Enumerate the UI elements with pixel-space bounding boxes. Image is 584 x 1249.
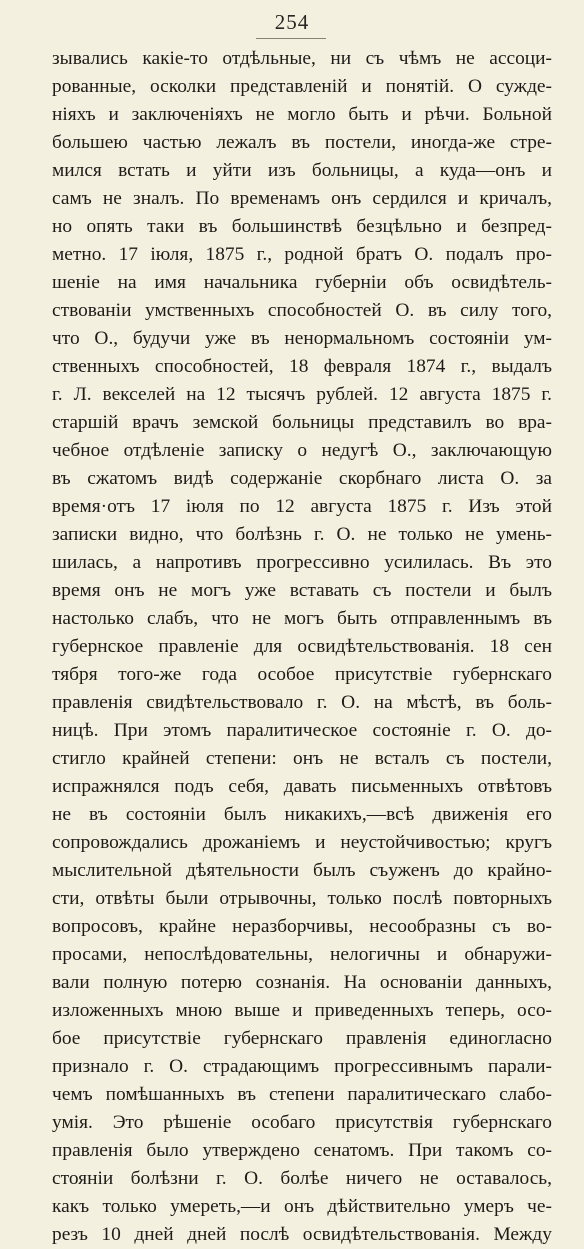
text-line: зывались какіе-то отдѣльные, ни съ чѣмъ не ассоци- <box>52 48 552 69</box>
text-line: ницѣ. При этомъ паралитическое состояніе г. О. до- <box>52 720 552 741</box>
text-line: время·отъ 17 іюля по 12 августа 1875 г. Изъ этой <box>52 496 552 517</box>
text-line: чебное отдѣленіе записку о недугѣ О., заключающую <box>52 440 552 461</box>
text-line: не въ состояніи былъ никакихъ,—всѣ движенія его <box>52 804 552 825</box>
text-line: мыслительной дѣятельности былъ съуженъ до крайно- <box>52 860 552 881</box>
text-line: бое присутствіе губернскаго правленія единогласно <box>52 1028 552 1049</box>
text-line: шеніе на имя начальника губерніи объ освидѣтель- <box>52 272 552 293</box>
text-line: шилась, а напротивъ прогрессивно усилилась. Въ это <box>52 552 552 573</box>
text-line: что О., будучи уже въ ненормальномъ состояніи ум- <box>52 328 552 349</box>
text-line: ніяхъ и заключеніяхъ не могло быть и рѣчи. Больной <box>52 104 552 125</box>
text-line: какъ только умереть,—и онъ дѣйствительно умеръ че- <box>52 1196 552 1217</box>
body-text <box>52 45 552 1249</box>
text-line: тября того-же года особое присутствіе губернскаго <box>52 664 552 685</box>
text-line: стояніи болѣзни г. О. болѣе ничего не оставалось, <box>52 1168 552 1189</box>
text-line: изложенныхъ мною выше и приведенныхъ теперь, осо- <box>52 1000 552 1021</box>
text-line: вопросовъ, крайне неразборчивы, несообразны съ во- <box>52 916 552 937</box>
text-line: старшій врачъ земской больницы представилъ во вра- <box>52 412 552 433</box>
text-line: правленія было утверждено сенатомъ. При такомъ со- <box>52 1140 552 1161</box>
page-number: 254 <box>274 10 310 34</box>
text-line: ствованіи умственныхъ способностей О. въ силу того, <box>52 300 552 321</box>
text-line: время онъ не могъ уже вставать съ постели и былъ <box>52 580 552 601</box>
text-line: сопровождались дрожаніемъ и неустойчивостью; кругъ <box>52 832 552 853</box>
text-line: въ сжатомъ видѣ содержаніе скорбнаго листа О. за <box>52 468 552 489</box>
text-line: большею частью лежалъ въ постели, иногда-же стре- <box>52 132 552 153</box>
text-line: ственныхъ способностей, 18 февраля 1874 г., выдалъ <box>52 356 552 377</box>
text-line: умія. Это рѣшеніе особаго присутствія губернскаго <box>52 1112 552 1133</box>
page-number-rule <box>256 38 326 39</box>
text-line: вали полную потерю сознанія. На основаніи данныхъ, <box>52 972 552 993</box>
text-line: но опять таки въ большинствѣ безцѣльно и безпред- <box>52 216 552 237</box>
text-line: правленія свидѣтельствовало г. О. на мѣстѣ, въ боль- <box>52 692 552 713</box>
text-line: мился встать и уйти изъ больницы, а куда—онъ и <box>52 160 552 181</box>
text-line: стигло крайней степени: онъ не всталъ съ постели, <box>52 748 552 769</box>
text-line: записки видно, что болѣзнь г. О. не только не умень- <box>52 524 552 545</box>
text-line: г. Л. векселей на 12 тысячъ рублей. 12 августа 1875 г. <box>52 384 552 405</box>
text-line: рованные, осколки представленій и понятій. О сужде- <box>52 76 552 97</box>
text-line: признало г. О. страдающимъ прогрессивнымъ парали- <box>52 1056 552 1077</box>
text-line: резъ 10 дней дней послѣ освидѣтельствованія. Между <box>52 1224 552 1245</box>
text-line: чемъ помѣшанныхъ въ степени паралитическаго слабо- <box>52 1084 552 1105</box>
text-line: испражнялся подъ себя, давать письменныхъ отвѣтовъ <box>52 776 552 797</box>
text-line: губернское правленіе для освидѣтельствованія. 18 сен <box>52 636 552 657</box>
text-line: настолько слабъ, что не могъ быть отправленнымъ въ <box>52 608 552 629</box>
text-line: сти, отвѣты были отрывочны, только послѣ повторныхъ <box>52 888 552 909</box>
text-line: самъ не зналъ. По временамъ онъ сердился и кричалъ, <box>52 188 552 209</box>
text-line: метно. 17 іюля, 1875 г., родной братъ О. подалъ про- <box>52 244 552 265</box>
text-line: просами, непослѣдовательны, нелогичны и обнаружи- <box>52 944 552 965</box>
